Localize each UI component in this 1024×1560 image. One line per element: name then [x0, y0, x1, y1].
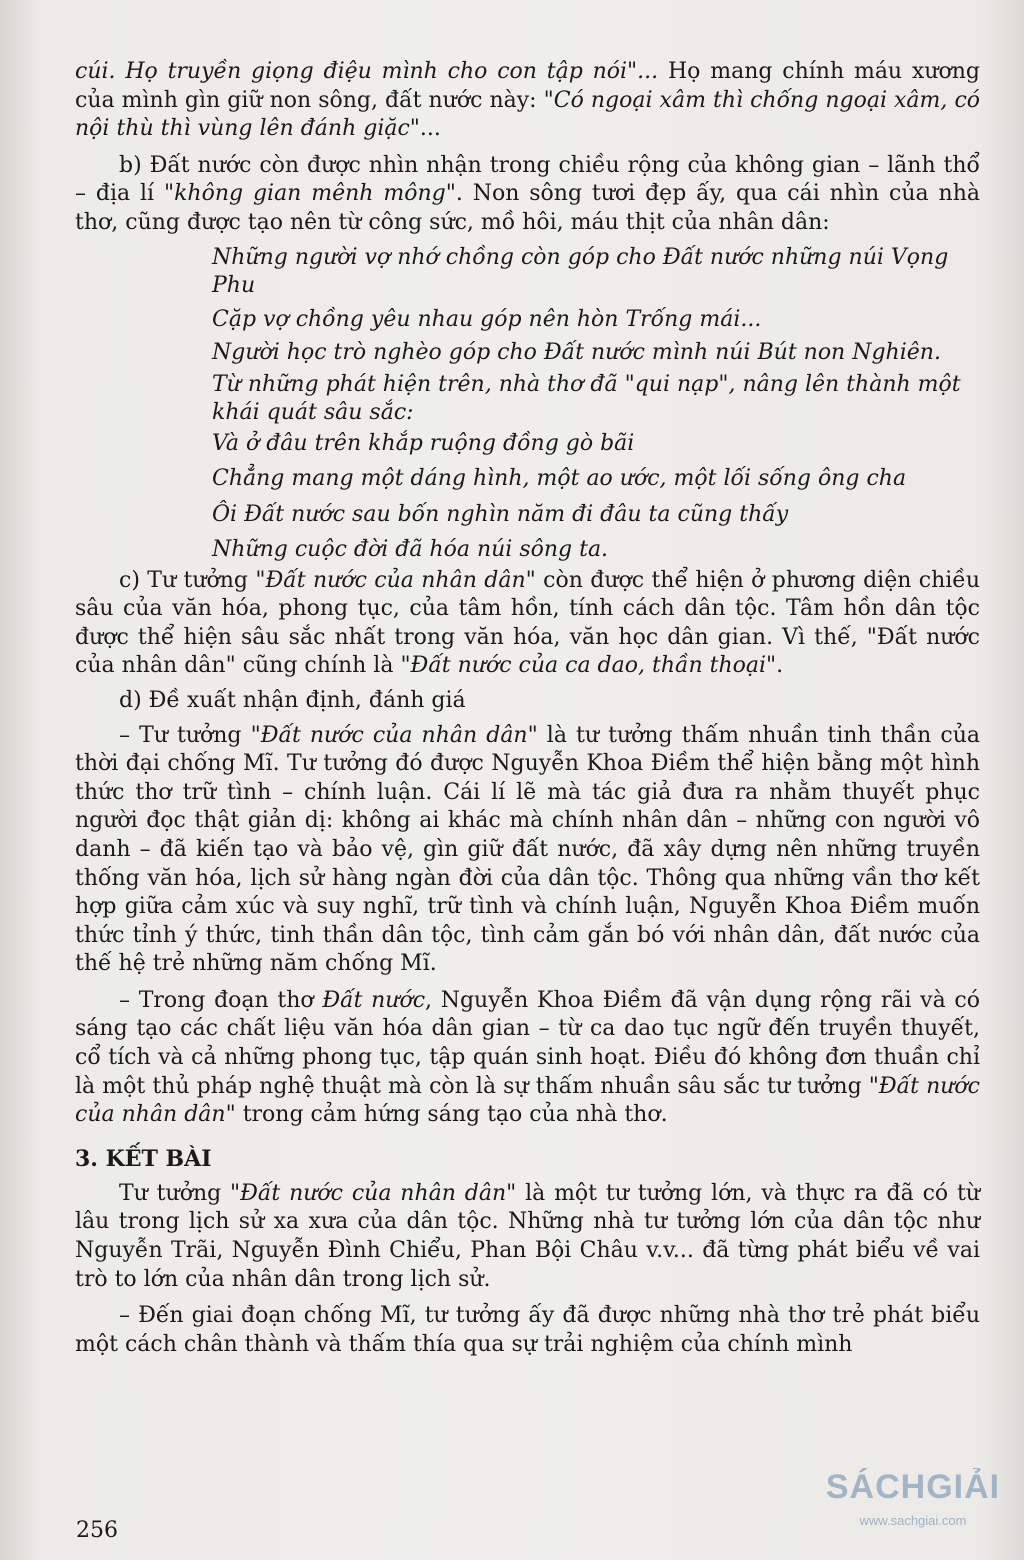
- verse-line: Ôi Đất nước sau bốn nghìn năm đi đâu ta cũng thấy: [212, 501, 789, 527]
- section-c-italic-b: "Đất nước của nhân dân": [255, 567, 536, 593]
- verse-line: Cặp vợ chồng yêu nhau góp nên hòn Trống mái...: [212, 306, 762, 332]
- section-c-text-c: còn được thể hiện ở phương diện chiều sâu của văn hóa, phong tục, của tâm hồn, tính cách dân tộc. Tâm hồn dân tộc được thể hiện sâu sắc nhất trong văn hóa, văn học dân gian. Vì thế, "Đất nước của nhân dân" cũng chính là: [75, 567, 981, 679]
- page-number: 256: [76, 1518, 118, 1543]
- verse-line: Những cuộc đời đã hóa núi sông ta.: [212, 537, 609, 563]
- section-d-heading: d) Đề xuất nhận định, đánh giá: [119, 687, 466, 713]
- section-d-p2-text-e: trong cảm hứng sáng tạo của nhà thơ.: [235, 1102, 668, 1128]
- conclusion-paragraph-2: – Đến giai đoạn chống Mĩ, tư tưởng ấy đã được những nhà thơ trẻ phát biểu một cách chân thành và thấm thía qua sự trải nghiệm của chính mình: [75, 1303, 980, 1357]
- watermark-logo: [808, 1468, 1018, 1528]
- verse-line: Chẳng mang một dáng hình, một ao ước, một lối sống ông cha: [212, 466, 907, 492]
- section-d-p1-text-c: là tư tưởng thấm nhuần tinh thần của thời đại chống Mĩ. Tư tưởng đó được Nguyễn Khoa Điềm thể hiện bằng một hình thức thơ trữ tình – chính luận. Cái lí lẽ mà tác giả đưa ra nhằm thuyết phục người đọc thật giản dị: không ai khác mà chính nhân dân – những con người vô danh – đã kiến tạo và bảo vệ, gìn giữ đất nước, đã xây dựng nên những truyền thống văn hóa, lịch sử hàng ngàn đời của dân tộc. Thông qua những vần thơ kết hợp giữa cảm xúc và suy nghĩ, trữ tình và chính luận, Nguyễn Khoa Điềm muốn thức tỉnh ý thức, tinh thần dân tộc, tình cảm gắn bó với nhân dân, đất nước của thế hệ trẻ những năm chống Mĩ.: [75, 722, 981, 977]
- section-d-p1-text-a: – Tư tưởng: [119, 722, 251, 748]
- section-b-text-c: . Non sông tươi đẹp ấy, qua cái nhìn của nhà thơ, cũng được tạo nên từ công sức, mồ hôi, máu thịt của nhân dân:: [75, 181, 980, 235]
- section-d-p2-text-a: – Trong đoạn thơ: [119, 987, 323, 1013]
- conclusion-p1-text-c: là một tư tưởng lớn, và thực ra đã có từ lâu trong lịch sử xa xưa của dân tộc. Những nhà tư tưởng lớn của dân tộc như Nguyễn Trãi, Nguyễn Đình Chiểu, Phan Bội Châu v.v... đã từng phát biểu về vai trò to lớn của nhân dân trong lịch sử.: [75, 1180, 981, 1292]
- conclusion-paragraph-1: [75, 1180, 980, 1294]
- conclusion-p1-text-a: Tư tưởng: [119, 1180, 231, 1206]
- section-b-text-a: b) Đất nước còn được nhìn nhận trong chiều rộng của không gian – lãnh thổ – địa lí: [75, 152, 980, 207]
- section-d-p2-text-c: , Nguyễn Khoa Điềm đã vận dụng rộng rãi và có sáng tạo các chất liệu văn hóa dân gian – từ ca dao tục ngữ đến truyền thuyết, cổ tích và cả những phong tục, tập quán sinh hoạt. Điều đó không đơn thuần chỉ là một thủ pháp nghệ thuật mà còn là sự thấm nhuần sâu sắc tư tưởng: [75, 987, 980, 1099]
- watermark-brand: SÁCHGIẢI: [825, 1468, 1001, 1506]
- page-content: [75, 58, 980, 1359]
- watermark-url: www.sachgiai.com: [859, 1513, 967, 1528]
- intro-text-b: Họ mang chính máu xương của mình gìn giữ non sông, đất nước này:: [75, 59, 980, 113]
- section-c-paragraph: [75, 567, 980, 681]
- conclusion-p1-italic: "Đất nước của nhân dân": [230, 1180, 517, 1206]
- intro-italic-a: cúi. Họ truyền giọng điệu mình cho con tập nói"...: [75, 59, 659, 84]
- verse-line: Và ở đâu trên khắp ruộng đồng gò bãi: [212, 430, 635, 456]
- section-c-italic-d: "Đất nước của ca dao, thần thoại": [400, 653, 777, 679]
- section-d-p1-italic: "Đất nước của nhân dân": [250, 722, 538, 748]
- verse-line: Người học trò nghèo góp cho Đất nước mình núi Bút non Nghiên.: [212, 340, 941, 366]
- verse-commentary: Từ những phát hiện trên, nhà thơ đã "qui nạp", nâng lên thành một khái quát sâu sắc:: [212, 371, 961, 426]
- intro-italic-c: "Có ngoại xâm thì chống ngoại xâm, có nội thù thì vùng lên đánh giặc": [75, 87, 981, 142]
- section-b-paragraph: [75, 152, 980, 238]
- intro-text-d: ...: [419, 116, 441, 142]
- section-d-paragraph-1: [75, 722, 980, 979]
- poem-excerpt-2: [212, 428, 980, 567]
- section-d-p2-italic-d: "Đất nước của nhân dân": [75, 1073, 980, 1128]
- section-b-italic: "không gian mênh mông": [163, 181, 456, 207]
- section-c-text-e: .: [776, 653, 784, 679]
- verse-line: Những người vợ nhớ chồng còn góp cho Đất nước những núi Vọng Phu: [212, 244, 949, 299]
- poem-excerpt-1: [212, 244, 980, 428]
- section-d-paragraph-2: [75, 987, 980, 1130]
- section-c-text-a: c) Tư tưởng: [119, 567, 256, 593]
- conclusion-heading: 3. KẾT BÀI: [75, 1145, 212, 1172]
- intro-paragraph: [75, 58, 980, 144]
- section-d-p2-italic-b: Đất nước: [322, 987, 426, 1013]
